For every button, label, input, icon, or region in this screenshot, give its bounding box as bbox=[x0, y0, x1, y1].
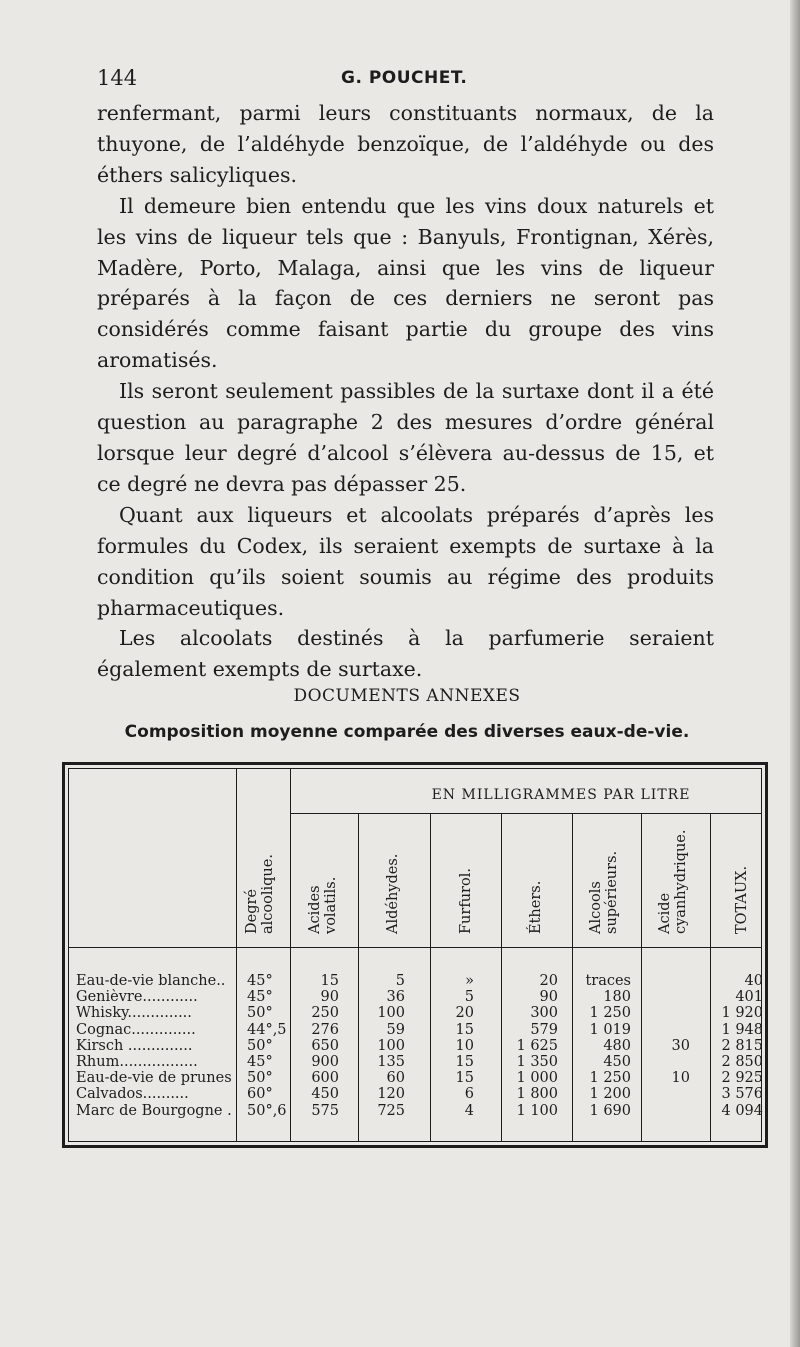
cell-alcools: 1 250 bbox=[589, 1070, 631, 1087]
cell-acides: 575 bbox=[311, 1102, 339, 1119]
table-inner bbox=[68, 768, 762, 1142]
cell-label: Calvados.......... bbox=[76, 1086, 189, 1103]
header-rule bbox=[69, 947, 761, 948]
column-header-aldehydes: Aldéhydes. bbox=[385, 853, 401, 934]
cell-alcools: 1 200 bbox=[589, 1086, 631, 1103]
cell-label: Rhum................. bbox=[76, 1053, 198, 1070]
cell-totaux: 4 094 bbox=[721, 1102, 763, 1119]
cell-label: Eau-de-vie blanche.. bbox=[76, 973, 226, 989]
table-row bbox=[69, 1005, 761, 1021]
cell-furfurol: » bbox=[465, 973, 474, 989]
cell-acides: 250 bbox=[311, 1005, 339, 1022]
table-row bbox=[69, 1070, 761, 1086]
cell-label: Genièvre............ bbox=[76, 989, 198, 1006]
cell-furfurol: 15 bbox=[455, 1021, 474, 1038]
cell-acide-cyan: 10 bbox=[671, 1070, 690, 1087]
annex-subtitle: Composition moyenne comparée des diverses eaux-de-vie. bbox=[124, 722, 690, 742]
composition-table bbox=[62, 762, 768, 1148]
cell-aldehydes: 60 bbox=[386, 1070, 405, 1087]
paragraph: Quant aux liqueurs et alcoolats préparés d’après les formules du Codex, ils seraient exempts de surtaxe à la condition qu’ils soient soumis au régime des produits pharmaceutiques. bbox=[97, 502, 714, 620]
table-row bbox=[69, 973, 761, 989]
cell-totaux: 2 815 bbox=[721, 1037, 763, 1054]
cell-furfurol: 15 bbox=[455, 1053, 474, 1070]
column-header-ethers: Éthers. bbox=[528, 880, 544, 934]
running-head: G. POUCHET. bbox=[341, 68, 468, 88]
cell-furfurol: 5 bbox=[464, 989, 474, 1006]
cell-acides: 15 bbox=[320, 973, 339, 989]
paragraph: Les alcoolats destinés à la parfumerie seraient également exempts de surtaxe. bbox=[97, 626, 714, 682]
table-row bbox=[69, 1022, 761, 1038]
body-text bbox=[97, 98, 714, 685]
cell-degre: 45° bbox=[247, 1053, 273, 1070]
cell-aldehydes: 120 bbox=[377, 1086, 405, 1103]
column-header-alcools: Alcools supérieurs. bbox=[588, 850, 620, 934]
paragraph: Il demeure bien entendu que les vins doux naturels et les vins de liqueur tels que : Banyuls, Frontignan, Xérès, Madère, Porto, Malaga, ainsi que les vins de liqueur préparés à la façon de ces derniers ne seront pas considérés comme faisant partie du groupe des vins aromatisés. bbox=[97, 193, 714, 373]
cell-totaux: 401 bbox=[735, 989, 763, 1006]
group-header: EN MILLIGRAMMES PAR LITRE bbox=[431, 787, 691, 803]
paragraph: renfermant, parmi leurs constituants normaux, de la thuyone, de l’aldéhyde benzoïque, de l’aldéhyde ou des éthers salicyliques. bbox=[97, 101, 714, 187]
table-row bbox=[69, 1103, 761, 1119]
cell-alcools: 1 690 bbox=[589, 1102, 631, 1119]
cell-label: Kirsch .............. bbox=[76, 1037, 193, 1054]
cell-alcools: 1 019 bbox=[589, 1021, 631, 1038]
table-row bbox=[69, 1038, 761, 1054]
column-header-degre: Degré alcoolique. bbox=[244, 854, 276, 934]
cell-totaux: 2 850 bbox=[721, 1053, 763, 1070]
table-row bbox=[69, 1086, 761, 1102]
cell-alcools: 1 250 bbox=[589, 1005, 631, 1022]
group-header-rule bbox=[290, 813, 761, 814]
cell-totaux: 2 925 bbox=[721, 1070, 763, 1087]
cell-totaux: 1 948 bbox=[721, 1021, 763, 1038]
paragraph: Ils seront seulement passibles de la surtaxe dont il a été question au paragraphe 2 des mesures d’ordre général lorsque leur degré d’alcool s’élèvera au-dessus de 15, et ce degré ne devra pas dépasser 25. bbox=[97, 379, 714, 496]
cell-aldehydes: 135 bbox=[377, 1053, 405, 1070]
table-body bbox=[69, 973, 761, 1119]
cell-degre: 50°,6 bbox=[247, 1102, 287, 1119]
cell-acides: 600 bbox=[311, 1070, 339, 1087]
cell-degre: 50° bbox=[247, 1005, 273, 1022]
cell-label: Marc de Bourgogne . bbox=[76, 1102, 232, 1119]
cell-alcools: traces bbox=[585, 973, 631, 989]
page-header bbox=[97, 66, 717, 96]
cell-ethers: 1 100 bbox=[516, 1102, 558, 1119]
cell-acides: 276 bbox=[311, 1021, 339, 1038]
cell-aldehydes: 59 bbox=[386, 1021, 405, 1038]
cell-aldehydes: 5 bbox=[395, 973, 405, 989]
table-row bbox=[69, 989, 761, 1005]
cell-degre: 45° bbox=[247, 973, 273, 989]
cell-totaux: 40 bbox=[744, 973, 763, 989]
cell-furfurol: 15 bbox=[455, 1070, 474, 1087]
cell-ethers: 90 bbox=[539, 989, 558, 1006]
cell-furfurol: 20 bbox=[455, 1005, 474, 1022]
cell-furfurol: 4 bbox=[464, 1102, 474, 1119]
annex-title: DOCUMENTS ANNEXES bbox=[293, 686, 521, 706]
column-header-totaux: TOTAUX. bbox=[734, 865, 750, 934]
cell-totaux: 3 576 bbox=[721, 1086, 763, 1103]
column-header-acides: Acides volatils. bbox=[307, 876, 339, 934]
cell-degre: 50° bbox=[247, 1070, 273, 1087]
page-number: 144 bbox=[97, 66, 138, 90]
cell-ethers: 1 800 bbox=[516, 1086, 558, 1103]
cell-label: Cognac.............. bbox=[76, 1021, 196, 1038]
cell-ethers: 1 350 bbox=[516, 1053, 558, 1070]
cell-acides: 90 bbox=[320, 989, 339, 1006]
column-header-acide-cyanhydrique: Acide cyanhydrique. bbox=[657, 829, 689, 934]
cell-aldehydes: 725 bbox=[377, 1102, 405, 1119]
cell-label: Eau-de-vie de prunes bbox=[76, 1070, 232, 1087]
cell-furfurol: 6 bbox=[464, 1086, 474, 1103]
cell-label: Whisky.............. bbox=[76, 1005, 192, 1022]
cell-alcools: 180 bbox=[603, 989, 631, 1006]
cell-acides: 650 bbox=[311, 1037, 339, 1054]
cell-ethers: 1 000 bbox=[516, 1070, 558, 1087]
cell-aldehydes: 100 bbox=[377, 1037, 405, 1054]
cell-acides: 450 bbox=[311, 1086, 339, 1103]
cell-degre: 50° bbox=[247, 1037, 273, 1054]
cell-ethers: 1 625 bbox=[516, 1037, 558, 1054]
cell-degre: 60° bbox=[247, 1086, 273, 1103]
cell-acides: 900 bbox=[311, 1053, 339, 1070]
cell-aldehydes: 100 bbox=[377, 1005, 405, 1022]
column-header-furfurol: Furfurol. bbox=[458, 868, 474, 934]
cell-alcools: 450 bbox=[603, 1053, 631, 1070]
cell-alcools: 480 bbox=[603, 1037, 631, 1054]
cell-furfurol: 10 bbox=[455, 1037, 474, 1054]
cell-degre: 44°,5 bbox=[247, 1021, 287, 1038]
table-row bbox=[69, 1054, 761, 1070]
cell-aldehydes: 36 bbox=[386, 989, 405, 1006]
cell-degre: 45° bbox=[247, 989, 273, 1006]
cell-totaux: 1 920 bbox=[721, 1005, 763, 1022]
cell-ethers: 300 bbox=[530, 1005, 558, 1022]
cell-ethers: 579 bbox=[530, 1021, 558, 1038]
cell-ethers: 20 bbox=[539, 973, 558, 989]
page-edge bbox=[790, 0, 800, 1347]
cell-acide-cyan: 30 bbox=[671, 1037, 690, 1054]
